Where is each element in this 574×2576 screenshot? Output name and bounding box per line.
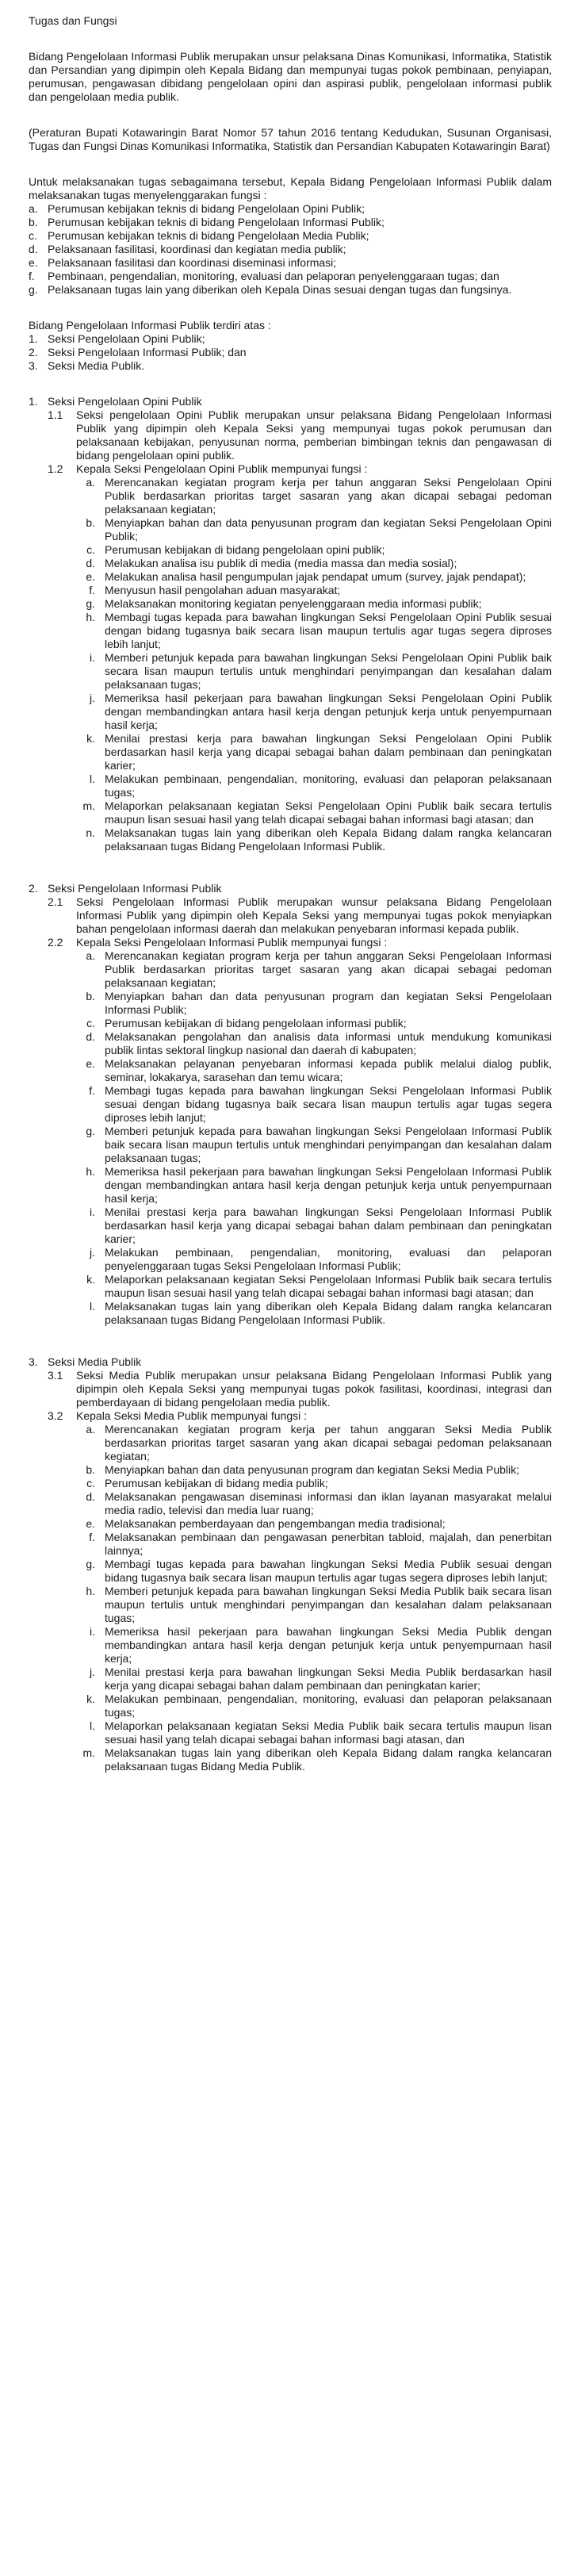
section-list-marker: 3. [29,359,38,372]
task-item [76,799,552,826]
intro-paragraph: Bidang Pengelolaan Informasi Publik merupakan unsur pelaksana Dinas Komunikasi, Informatika, Statistik dan Persandian yang dipimpin oleh Kepala Bidang dan mempunyai tugas pokok pembinaan, penyiapan, perumusan, pengawasan dibidang pengelolaan opini dan aspirasi publik, pengelolaan informasi publik dan pengelolaan media publik. [29,50,552,103]
task-item [76,1558,552,1585]
task-item [76,516,552,543]
function-text: Perumusan kebijakan teknis di bidang Pengelolaan Media Publik; [48,229,369,242]
task-item [76,1477,552,1490]
task-item [76,826,552,853]
section-subitems [48,895,552,949]
functions-list [29,202,552,297]
task-text: Melakukan analisa hasil pengumpulan jajak pendapat umum (survey, jajak pendapat); [105,570,526,583]
task-text: Menilai prestasi kerja para bawahan lingkungan Seksi Pengelolaan Opini Publik berdasarkan hasil kerja yang dicapai sebagai bahan dalam pembinaan dan peningkatan karier; [105,732,552,772]
task-text: Menyiapkan bahan dan data penyusunan program dan kegiatan Seksi Pengelolaan Opini Publik; [105,516,552,542]
section-list-marker: 1. [29,332,38,345]
task-marker: f. [89,1531,95,1543]
tasks-intro-text: Kepala Seksi Pengelolaan Opini Publik mempunyai fungsi : [76,462,368,475]
task-item [76,1246,552,1273]
sections-detail [29,395,552,1773]
function-text: Pelaksanaan fasilitasi, koordinasi dan kegiatan media publik; [48,243,346,255]
task-item [76,543,552,557]
task-text: Perumusan kebijakan di bidang media publik; [105,1477,328,1489]
sections-list [29,332,552,373]
function-marker: f. [29,270,35,282]
task-text: Melaksanakan tugas lain yang diberikan oleh Kepala Bidang dalam rangka kelancaran pelaksanaan tugas Bidang Media Publik. [105,1746,552,1773]
task-list [76,949,552,1327]
task-text: Melaksanakan pengolahan dan analisis data informasi untuk mendukung komunikasi publik lintas sektoral lingkup nasional dan daerah di kabupaten; [105,1030,552,1056]
task-marker: g. [86,597,95,610]
task-item [76,1017,552,1030]
task-marker: c. [86,1477,95,1489]
section-duty [48,408,552,462]
section-block [29,395,552,853]
task-marker: h. [86,1165,95,1178]
task-text: Perumusan kebijakan di bidang pengelolaan informasi publik; [105,1017,407,1029]
task-item [76,1300,552,1327]
task-item [76,1666,552,1692]
tasks-number: 2.2 [48,936,63,949]
function-item [29,216,552,229]
function-text: Pembinaan, pengendalian, monitoring, evaluasi dan pelaporan penyelenggaraan tugas; dan [48,270,499,282]
task-item [76,772,552,799]
task-item [76,1084,552,1125]
task-text: Melakukan analisa isu publik di media (media massa dan media sosial); [105,557,457,569]
task-item [76,692,552,732]
section-title: Seksi Pengelolaan Informasi Publik [48,882,222,895]
duty-number: 2.1 [48,895,63,908]
task-marker: m. [82,799,95,812]
task-text: Memeriksa hasil pekerjaan para bawahan lingkungan Seksi Pengelolaan Informasi Publik dengan membandingkan antara hasil kerja dengan petunjuk kerja untuk penyempurnaan hasil kerja; [105,1165,552,1205]
function-item [29,283,552,297]
function-item [29,229,552,243]
task-marker: d. [86,557,95,569]
tasks-number: 3.2 [48,1409,63,1422]
task-marker: d. [86,1030,95,1043]
task-marker: m. [82,1746,95,1759]
section-subitems [48,408,552,476]
task-marker: l. [90,772,95,785]
task-marker: c. [86,1017,95,1029]
task-text: Perumusan kebijakan di bidang pengelolaan opini publik; [105,543,385,556]
task-item [76,1585,552,1625]
section-block [29,1355,552,1773]
task-marker: d. [86,1490,95,1503]
task-item [76,1273,552,1300]
task-marker: k. [86,732,95,745]
task-marker: h. [86,611,95,623]
task-text: Memberi petunjuk kepada para bawahan lingkungan Seksi Pengelolaan Informasi Publik baik secara lisan maupun tertulis untuk menghindari penyimpangan dan kesalahan dalam pelaksanaan tugas; [105,1125,552,1164]
section-subitems [48,1369,552,1423]
section-duty [48,895,552,936]
task-marker: g. [86,1558,95,1570]
task-marker: a. [86,949,95,962]
section-list-text: Seksi Pengelolaan Opini Publik; [48,332,205,345]
function-marker: e. [29,256,38,269]
task-text: Menyusun hasil pengolahan aduan masyarakat; [105,584,341,596]
section-title: Seksi Pengelolaan Opini Publik [48,395,202,408]
task-item [76,1125,552,1165]
task-marker: j. [90,1666,95,1678]
functions-intro: Untuk melaksanakan tugas sebagaimana tersebut, Kepala Bidang Pengelolaan Informasi Publik dalam melaksanakan tugas menyelenggarakan fungsi : [29,175,552,201]
function-marker: d. [29,243,38,255]
task-marker: j. [90,692,95,704]
duty-number: 3.1 [48,1369,63,1382]
task-text: Melaksanakan tugas lain yang diberikan oleh Kepala Bidang dalam rangka kelancaran pelaksanaan tugas Bidang Pengelolaan Informasi Publik. [105,1300,552,1326]
task-item [76,584,552,597]
task-text: Membagi tugas kepada para bawahan lingkungan Seksi Pengelolaan Informasi Publik sesuai dengan bidang tugasnya baik secara lisan maupun tertulis agar tugas segera diproses lebih lanjut; [105,1084,552,1124]
task-marker: c. [86,543,95,556]
task-item [76,611,552,651]
task-text: Melaksanakan pelayanan penyebaran informasi kepada publik melalui dialog publik, seminar, lokakarya, sarasehan dan temu wicara; [105,1057,552,1083]
task-text: Melaporkan pelaksanaan kegiatan Seksi Pengelolaan Opini Publik baik secara tertulis maupun lisan sesuai hasil yang telah dicapai sebagai bahan informasi bagi atasan; dan [105,799,552,826]
task-text: Merencanakan kegiatan program kerja per tahun anggaran Seksi Media Publik berdasarkan prioritas target sasaran yang akan dicapai sebagai pedoman pelaksanaan kegiatan; [105,1423,552,1462]
task-item [76,570,552,584]
section-tasks-intro [48,462,552,476]
function-item [29,270,552,283]
task-item [76,1719,552,1746]
function-item [29,256,552,270]
function-text: Perumusan kebijakan teknis di bidang Pengelolaan Opini Publik; [48,202,365,215]
task-item [76,1463,552,1477]
tasks-intro-text: Kepala Seksi Media Publik mempunyai fungsi : [76,1409,308,1422]
function-marker: a. [29,202,38,215]
task-marker: i. [90,1625,95,1638]
function-item [29,243,552,256]
task-item [76,990,552,1017]
task-text: Menyiapkan bahan dan data penyusunan program dan kegiatan Seksi Media Publik; [105,1463,520,1476]
function-marker: g. [29,283,38,296]
task-text: Memeriksa hasil pekerjaan para bawahan lingkungan Seksi Media Publik dengan membandingkan antara hasil kerja dengan petunjuk kerja untuk penyempurnaan hasil kerja; [105,1625,552,1665]
task-list [76,476,552,853]
task-marker: g. [86,1125,95,1137]
task-marker: f. [89,1084,95,1097]
section-heading [29,395,552,408]
tasks-number: 1.2 [48,462,63,475]
task-item [76,1490,552,1517]
task-item [76,651,552,692]
task-item [76,1746,552,1773]
section-list-item [29,359,552,373]
section-number: 2. [29,882,38,895]
task-text: Memeriksa hasil pekerjaan para bawahan lingkungan Seksi Pengelolaan Opini Publik dengan membandingkan antara hasil kerja dengan petunjuk kerja untuk penyempurnaan hasil kerja; [105,692,552,731]
section-heading [29,882,552,895]
function-text: Perumusan kebijakan teknis di bidang Pengelolaan Informasi Publik; [48,216,385,228]
task-item [76,476,552,516]
duty-text: Seksi Pengelolaan Informasi Publik merupakan wunsur pelaksana Bidang Pengelolaan Informasi Publik yang dipimpin oleh Kepala Seksi yang mempunyai tugas pokok menyiapkan bahan pengelolaan informasi daerah dan melakukan penyebaran informasi kepada publik. [76,895,552,935]
task-marker: e. [86,1057,95,1070]
task-text: Melaksanakan pembinaan dan pengawasan penerbitan tabloid, majalah, dan penerbitan lainnya; [105,1531,552,1557]
task-marker: l. [90,1300,95,1313]
task-item [76,1517,552,1531]
task-marker: n. [86,826,95,839]
task-marker: b. [86,990,95,1002]
tasks-intro-text: Kepala Seksi Pengelolaan Informasi Publik mempunyai fungsi : [76,936,388,949]
duty-text: Seksi Media Publik merupakan unsur pelaksana Bidang Pengelolaan Informasi Publik yang dipimpin oleh Kepala Seksi yang mempunyai tugas pokok fasilitasi, koordinasi, integrasi dan pemberdayaan di bidang pengelolaan media publik. [76,1369,552,1409]
sections-intro: Bidang Pengelolaan Informasi Publik terdiri atas : [29,319,271,332]
duty-number: 1.1 [48,408,63,421]
task-marker: k. [86,1273,95,1286]
task-marker: b. [86,1463,95,1476]
task-text: Menilai prestasi kerja para bawahan lingkungan Seksi Media Publik berdasarkan hasil kerja yang dicapai sebagai bahan dalam pembinaan dan peningkatan karier; [105,1666,552,1692]
task-marker: e. [86,570,95,583]
task-text: Melakukan pembinaan, pengendalian, monitoring, evaluasi dan pelaporan pelaksanaan tugas; [105,1692,552,1719]
function-marker: b. [29,216,38,228]
section-block [29,882,552,1327]
task-item [76,1165,552,1206]
section-list-item [29,332,552,346]
page-title: Tugas dan Fungsi [29,14,117,27]
task-marker: a. [86,476,95,489]
task-text: Memberi petunjuk kepada para bawahan lingkungan Seksi Pengelolaan Opini Publik baik secara lisan maupun tertulis untuk menghindari penyimpangan dan kesalahan dalam pelaksanaan tugas; [105,651,552,691]
task-item [76,1531,552,1558]
task-text: Menilai prestasi kerja para bawahan lingkungan Seksi Pengelolaan Informasi Publik berdasarkan hasil kerja yang dicapai sebagai bahan dalam pembinaan dan peningkatan karier; [105,1206,552,1245]
section-tasks-intro [48,936,552,949]
function-text: Pelaksanaan fasilitasi dan koordinasi diseminasi informasi; [48,256,337,269]
task-item [76,1692,552,1719]
task-marker: e. [86,1517,95,1530]
task-item [76,1057,552,1084]
task-text: Menyiapkan bahan dan data penyusunan program dan kegiatan Seksi Pengelolaan Informasi Publik; [105,990,552,1016]
task-text: Melaporkan pelaksanaan kegiatan Seksi Media Publik baik secara tertulis maupun lisan sesuai hasil yang telah dicapai sebagai bahan informasi bagi atasan, dan [105,1719,552,1746]
duty-text: Seksi pengelolaan Opini Publik merupakan unsur pelaksana Bidang Pengelolaan Informasi Publik yang dipimpin oleh Kepala Seksi yang mempunyai tugas pokok perumusan dan pelaksanaan kebijakan, penyusunan norma, pemberian bimbingan teknis dan pengawasan di bidang pengelolaan opini publik. [76,408,552,462]
section-list-marker: 2. [29,346,38,358]
task-text: Memberi petunjuk kepada para bawahan lingkungan Seksi Media Publik baik secara lisan maupun tertulis untuk menghindari penyimpangan dan kesalahan dalam pelaksanaan tugas; [105,1585,552,1624]
task-marker: j. [90,1246,95,1259]
task-item [76,1030,552,1057]
task-marker: k. [86,1692,95,1705]
task-marker: f. [89,584,95,596]
task-marker: h. [86,1585,95,1597]
task-item [76,732,552,772]
regulation-reference: (Peraturan Bupati Kotawaringin Barat Nomor 57 tahun 2016 tentang Kedudukan, Susunan Organisasi, Tugas dan Fungsi Dinas Komunikasi Informatika, Statistik dan Persandian Kabupaten Kotawaringin Barat) [29,126,552,152]
section-list-text: Seksi Media Publik. [48,359,145,372]
task-text: Melakukan pembinaan, pengendalian, monitoring, evaluasi dan pelaporan pelaksanaan tugas; [105,772,552,799]
task-text: Merencanakan kegiatan program kerja per tahun anggaran Seksi Pengelolaan Informasi Publik berdasarkan prioritas target sasaran yang akan dicapai sebagai pedoman pelaksanaan kegiatan; [105,949,552,989]
section-title: Seksi Media Publik [48,1355,142,1368]
task-marker: l. [90,1719,95,1732]
function-text: Pelaksanaan tugas lain yang diberikan oleh Kepala Dinas sesuai dengan tugas dan fungsinya. [48,283,512,296]
section-tasks-intro [48,1409,552,1423]
task-marker: i. [90,1206,95,1218]
task-text: Membagi tugas kepada para bawahan lingkungan Seksi Pengelolaan Opini Publik sesuai dengan bidang tugasnya baik secara lisan maupun tertulis agar tugas segera diproses lebih lanjut; [105,611,552,650]
task-item [76,557,552,570]
task-item [76,1625,552,1666]
task-item [76,597,552,611]
task-text: Merencanakan kegiatan program kerja per tahun anggaran Seksi Pengelolaan Opini Publik berdasarkan prioritas target sasaran yang akan dicapai sebagai pedoman pelaksanaan kegiatan; [105,476,552,516]
task-item [76,949,552,990]
task-text: Melaksanakan tugas lain yang diberikan oleh Kepala Bidang dalam rangka kelancaran pelaksanaan tugas Bidang Pengelolaan Informasi Publik. [105,826,552,853]
task-marker: b. [86,516,95,529]
section-list-item [29,346,552,359]
task-text: Melaporkan pelaksanaan kegiatan Seksi Pengelolaan Informasi Publik baik secara tertulis maupun lisan sesuai hasil yang telah dicapai sebagai bahan informasi bagi atasan; dan [105,1273,552,1299]
task-text: Melakukan pembinaan, pengendalian, monitoring, evaluasi dan pelaporan penyelenggaraan tugas Seksi Pengelolaan Informasi Publik; [105,1246,552,1272]
task-list [76,1423,552,1773]
section-heading [29,1355,552,1369]
section-number: 1. [29,395,38,408]
task-marker: i. [90,651,95,664]
task-text: Melaksanakan monitoring kegiatan penyelenggaraan media informasi publik; [105,597,482,610]
task-marker: a. [86,1423,95,1436]
function-item [29,202,552,216]
task-item [76,1206,552,1246]
task-text: Melaksanakan pemberdayaan dan pengembangan media tradisional; [105,1517,446,1530]
task-item [76,1423,552,1463]
section-list-text: Seksi Pengelolaan Informasi Publik; dan [48,346,247,358]
task-text: Melaksanakan pengawasan diseminasi informasi dan iklan layanan masyarakat melalui media radio, televisi dan media luar ruang; [105,1490,552,1516]
section-number: 3. [29,1355,38,1368]
function-marker: c. [29,229,37,242]
task-text: Membagi tugas kepada para bawahan lingkungan Seksi Media Publik sesuai dengan bidang tugasnya baik secara lisan maupun tertulis agar tugas segera diproses lebih lanjut; [105,1558,552,1584]
section-duty [48,1369,552,1409]
